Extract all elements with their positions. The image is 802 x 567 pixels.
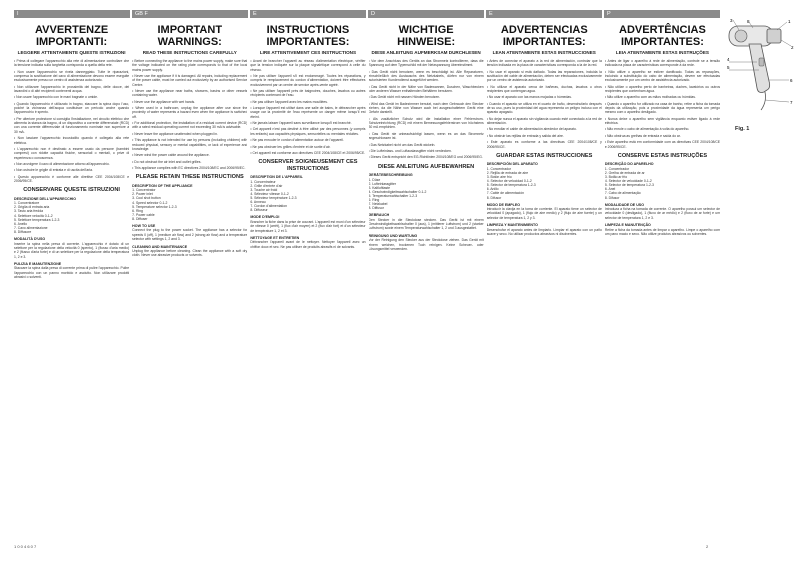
- warning-paragraph: • Ne pas utiliser l'appareil s'il est endommagé. Toutes les réparations, y compris le remplacement du cordon d'alimentation, doivent être effectuées exclusivement par un centre de service après-vente agréé.: [250, 74, 366, 87]
- warning-paragraph: • L'apparecchio non è destinato a essere usato da persone (bambini compresi) con ridotte capacità fisiche, sensoriali o mentali, o prive di esperienza o conoscenza.: [14, 146, 130, 160]
- description-item: 1. Concentrador: [604, 166, 630, 171]
- warning-paragraph: • Ne pas obstruer les grilles d'entrée et de sortie d'air.: [250, 144, 331, 149]
- warning-paragraph: • Este aparelho está em conformidade com as directivas CEE 2004/108/CE e 2006/95/CE.: [604, 140, 721, 149]
- description-item: 8. Diffuseur: [250, 208, 268, 213]
- warning-paragraph: • No usar el aparato con las manos mojadas o húmedas.: [486, 95, 572, 100]
- warning-paragraph: • Als zusätzlicher Schutz wird die Installation einer Fehlerstrom-Schutzeinrichtung (RCD) mit einem Bemessungsfehlerstrom von höchstens 30 mA empfohlen.: [368, 116, 484, 130]
- description-item: 7. Netzkabel: [368, 202, 388, 207]
- warning-paragraph: • Lorsque l'appareil est utilisé dans une salle de bains, le débrancher après usage car la proximité de l'eau représente un danger même lorsqu'il est éteint.: [250, 106, 366, 119]
- warning-paragraph: • Non avvolgere il cavo di alimentazione attorno all'apparecchio.: [14, 161, 110, 166]
- description-item: 6. Anello: [14, 221, 28, 226]
- language-column: [369, 22, 484, 537]
- warning-paragraph: • Antes de ligar o aparelho à rede de alimentação, controle se a tensão indicada na placa de características corresponde à da rede.: [604, 59, 721, 68]
- warning-paragraph: • Avant de brancher l'appareil au réseau d'alimentation électrique, vérifier que la tension indiquée sur la plaque signalétique correspond à celle du réseau.: [250, 59, 366, 72]
- description-item: 5. Temperaturwahlschalter 1-2-3: [368, 193, 418, 198]
- callout-2: 2: [791, 45, 794, 50]
- warning-paragraph: • Never use the appliance near baths, showers, basins or other vessels containing water.: [132, 89, 248, 98]
- warning-paragraph: • Nunca deixe o aparelho sem vigilância enquanto estiver ligado à rede eléctrica.: [604, 116, 721, 126]
- column-heading: ADVERTENCIAS IMPORTANTES:: [500, 24, 588, 48]
- description-item: 2. Power inlet: [132, 192, 153, 197]
- description-item: 3. Touche air froid: [250, 187, 278, 192]
- description-item: 6. Anillo: [486, 187, 499, 192]
- warning-paragraph: • Wird das Gerät im Badezimmer benutzt, nach dem Gebrauch den Stecker ziehen, da die Nähe von Wasser auch bei ausgeschaltetem Gerät eine Gefahr darstellt.: [368, 101, 484, 115]
- cleaning-text: Staccare la spina dalla presa di corrente prima di pulire l'apparecchio. Pulire l'apparecchio con un panno morbido e asciutto. Non utilizzare prodotti abrasivi o solventi.: [14, 266, 130, 280]
- description-item: 4. Geschwindigkeitswahlschalter 0-1-2: [368, 189, 427, 194]
- description-title: DESCRIPCIÓN DEL APARATO: [486, 162, 538, 167]
- warning-paragraph: • Quando l'apparecchio è utilizzato in bagno, staccare la spina dopo l'uso, poiché la vicinanza dell'acqua costituisce un pericolo anche quando l'apparecchio è spento.: [14, 101, 130, 115]
- callout-7: 7: [790, 100, 793, 105]
- tab-de: D: [368, 10, 484, 18]
- warning-paragraph: • When used in a bathroom, unplug the appliance after use since the proximity of water represents a hazard even when the appliance is switched off.: [132, 106, 248, 119]
- tab-es: E: [486, 10, 602, 18]
- language-column: [605, 22, 720, 537]
- usage-text: Brancher la fiche dans la prise de courant. L'appareil est muni d'un sélecteur de vitesse 0 (arrêt), 1 (flux d'air moyen) et 2 (flux d'air fort) et d'un sélecteur de température 1, 2 et 3.: [250, 219, 366, 233]
- usage-title: HOW TO USE: [132, 223, 156, 228]
- description-item: 7. Cable de alimentación: [486, 191, 525, 196]
- usage-title: MODALITÀ D'USO: [14, 237, 46, 241]
- description-item: 8. Diffusore: [14, 229, 32, 234]
- warning-paragraph: • Do not obstruct the air inlet and outlet grilles.: [132, 159, 202, 164]
- description-item: 1. Düse: [368, 177, 381, 182]
- cleaning-text: Retire a ficha da tomada antes de limpar o aparelho. Limpe o aparelho com um pano macio e seco. Não utilize produtos abrasivos ou solventes.: [604, 227, 721, 236]
- language-column: [250, 22, 365, 537]
- retain-instructions: PLEASE RETAIN THESE INSTRUCTIONS: [135, 174, 244, 181]
- warning-paragraph: • Non usare l'apparecchio se rivela danneggiato. Tutte le riparazioni, compresa la sostituzione del cavo di alimentazione devono essere eseguite esclusivamente presso un centro di assistenza autorizzato.: [14, 69, 130, 83]
- warning-paragraph: • This appliance is not intended for use by persons (including children) with reduced physical, sensory or mental capabilities, or lack of experience and knowledge.: [132, 138, 248, 151]
- description-item: 4. Selector de velocidade 0-1-2: [604, 179, 652, 184]
- warning-paragraph: • Não utilize o aparelho perto de banheiras, duches, lavatórios ou outros recipientes que contenham água.: [604, 84, 721, 94]
- description-item: 8. Difusor: [604, 195, 620, 200]
- description-item: 7. Power cable: [132, 212, 155, 217]
- description-item: 8. Difusor: [486, 195, 502, 200]
- hair-dryer-icon: [727, 18, 795, 113]
- usage-title: MODE D'EMPLOI: [250, 215, 280, 220]
- description-item: 6. Ring: [132, 208, 143, 213]
- description-item: 1. Concentrador: [486, 166, 512, 171]
- warning-paragraph: • Non lasciare l'apparecchio incustodito quando è collegato alla rete elettrica.: [14, 136, 130, 145]
- column-subheading: DIESE ANLEITUNG AUFMERKSAM DURCHLESEN: [371, 50, 481, 55]
- retain-instructions: DIESE ANLEITUNG AUFBEWAHREN: [377, 163, 475, 170]
- warning-paragraph: • Cuando el aparato se utiliza en el cuarto de baño, desenchufarlo después de su uso, pues la proximidad del agua representa un peligro incluso con el aparato apagado.: [486, 101, 602, 115]
- warning-paragraph: • Dieses Gerät entspricht den EG-Richtlinien 2004/108/EG und 2006/95/EG.: [368, 155, 483, 160]
- language-column: [132, 22, 247, 537]
- figure-label: Fig. 1: [735, 126, 750, 132]
- description-item: 7. Cavo alimentazione: [14, 225, 48, 230]
- usage-text: Den Stecker in die Steckdose stecken. Das Gerät ist mit einem Geschwindigkeitswahlschalter 0 (aus), 1 (mittlerer Luftstrom) und 2 (starker Luftstrom) sowie einem Temperaturwahlschalter 1, 2 und 3 ausgestattet.: [368, 217, 484, 231]
- cleaning-title: LIMPIEZA Y MANTENIMIENTO: [486, 223, 538, 228]
- description-item: 3. Tasto aria fredda: [14, 209, 43, 214]
- warning-paragraph: • Die Lufteinlass- und Luftauslassgitter nicht verdecken.: [368, 148, 452, 153]
- usage-text: Inserire la spina nella presa di corrente. L'apparecchio è dotato di un selettore per la regolazione della velocità 0 (spento), 1 (flusso d'aria medio) e 2 (flusso d'aria forte) e di un selettore per la regolazione della temperatura 1, 2 e 3.: [14, 241, 130, 259]
- retain-instructions: CONSERVER SOIGNEUSEMENT CES INSTRUCTIONS: [258, 159, 358, 172]
- description-item: 3. Botón aire frío: [486, 175, 512, 180]
- language-column: [487, 22, 602, 537]
- tab-en: GB F: [132, 10, 248, 18]
- usage-title: GEBRAUCH: [368, 213, 390, 218]
- cleaning-title: PULIZIA E MANUTENZIONE: [14, 261, 62, 266]
- description-item: 5. Selector de temperatura 1-2-3: [486, 183, 536, 188]
- cleaning-title: REINIGUNG UND WARTUNG: [368, 233, 418, 238]
- description-item: 5. Temperature selector 1-2-3: [132, 204, 177, 209]
- tab-fr: E: [250, 10, 366, 18]
- usage-text: Introducir la clavija en la toma de corriente. El aparato tiene un selector de velocidad 0 (apagado), 1 (flujo de aire medio) y 2 (flujo de aire fuerte) y un selector de temperatura 1, 2 y 3.: [486, 207, 602, 220]
- cleaning-text: Débrancher l'appareil avant de le nettoyer. Nettoyer l'appareil avec un chiffon doux et sec. Ne pas utiliser de produits abrasifs ni de solvants.: [250, 240, 366, 249]
- warning-paragraph: • Quando o aparelho for utilizado na casa de banho, retire a ficha da tomada depois da utilização, pois a proximidade da água representa um perigo mesmo com o aparelho desligado.: [604, 101, 721, 115]
- callout-1: 1: [788, 19, 791, 24]
- cleaning-text: Unplug the appliance before cleaning. Clean the appliance with a soft dry cloth. Never use abrasive products or solvents.: [132, 249, 248, 258]
- warning-paragraph: • Ne pas enrouler le cordon d'alimentation autour de l'appareil.: [250, 138, 344, 143]
- description-item: 4. Speed selector 0-1-2: [132, 200, 168, 205]
- description-item: 3. Kaltlufttaste: [368, 185, 391, 190]
- warning-paragraph: • Non ostruire le griglie di entrata e di uscita dell'aria.: [14, 168, 93, 173]
- description-item: 6. Anel: [604, 187, 616, 192]
- warning-paragraph: • Ne pas utiliser l'appareil près de baignoires, douches, lavabos ou autres récipients contenant de l'eau.: [250, 89, 366, 98]
- warning-paragraph: • Ne jamais laisser l'appareil sans surveillance lorsqu'il est branché.: [250, 121, 352, 126]
- description-item: 5. Sélecteur température 1-2-3: [250, 196, 297, 201]
- usage-title: MODO DE EMPLEO: [486, 202, 521, 207]
- callout-8: 8: [747, 19, 750, 24]
- tab-it: I: [14, 10, 130, 18]
- description-title: DESCRIPTION DE L'APPAREIL: [250, 175, 303, 180]
- description-item: 4. Sélecteur vitesse 0-1-2: [250, 191, 289, 196]
- warning-paragraph: • Never leave the appliance unattended when plugged in.: [132, 131, 218, 136]
- description-item: 6. Ring: [368, 198, 380, 202]
- warning-paragraph: • Per ulteriore protezione si consiglia l'installazione, nel circuito elettrico che alimenta la stanza da bagno, di un dispositivo a corrente differenziale (RCD) con una corrente differenziale di funzionamento nominale non superiore a 30 mA.: [14, 116, 130, 134]
- callout-4: 4: [727, 57, 730, 62]
- column-heading: AVVERTENZE IMPORTANTI:: [35, 24, 109, 48]
- cleaning-text: Vor der Reinigung den Stecker aus der Steckdose ziehen. Das Gerät mit einem weichen, trockenen Tuch reinigen. Keine Scheuer- oder Lösungsmittel verwenden.: [368, 238, 484, 251]
- warning-paragraph: • Never wind the power cable around the appliance.: [132, 153, 210, 158]
- description-item: 2. Rejilla de entrada de aire: [486, 170, 529, 175]
- tab-pt: P: [604, 10, 720, 18]
- warning-paragraph: • Das Gerät nicht in der Nähe von Badewannen, Duschen, Waschbecken oder anderen Wasser enthaltenden Behältern benutzen.: [368, 84, 484, 94]
- description-title: DESCRIÇÃO DO APARELHO: [604, 162, 654, 167]
- callout-5: 5: [727, 65, 730, 70]
- retain-instructions: CONSERVARE QUESTE ISTRUZIONI: [23, 187, 120, 194]
- column-subheading: LIRE ATTENTIVEMENT CES INSTRUCTIONS: [259, 50, 357, 55]
- description-item: 2. Griglia di entrata aria: [14, 205, 50, 210]
- description-item: 7. Cabo de alimentação: [604, 191, 641, 196]
- warning-paragraph: • Não obstrua as grelhas de entrada e saída do ar.: [604, 133, 681, 138]
- description-item: 2. Grelha de entrada de ar: [604, 170, 645, 175]
- warning-paragraph: • Antes de conectar el aparato a la red de alimentación, controlar que la tensión indicada en la placa de características corresponda a la de la red.: [486, 59, 602, 68]
- retain-instructions: GUARDAR ESTAS INSTRUCCIONES: [496, 152, 593, 159]
- warning-paragraph: • Before connecting the appliance to the mains power supply, make sure that the voltage indicated on the rating plate corresponds to that of the local mains power supply.: [132, 59, 248, 72]
- retain-instructions: CONSERVE ESTAS INSTRUÇÕES: [617, 152, 708, 159]
- warning-paragraph: • Prima di collegare l'apparecchio alla rete di alimentazione controllare che la tensione indicata sulla targhetta corrisponda a quella della rete.: [14, 59, 130, 68]
- cleaning-title: CLEANING AND MAINTENANCE: [132, 244, 188, 249]
- description-item: 6. Anneau: [250, 200, 266, 205]
- warning-paragraph: • Não enrole o cabo de alimentação à volta do aparelho.: [604, 127, 690, 132]
- description-item: 8. Diffusor: [368, 206, 384, 211]
- column-subheading: READ THESE INSTRUCTIONS CAREFULLY: [142, 50, 237, 55]
- language-tabs: [14, 10, 720, 18]
- warning-paragraph: • Questo apparecchio è conforme alle direttive CEE 2004/108/CE e 2006/95/CE.: [14, 174, 130, 183]
- description-item: 8. Diffuser: [132, 216, 148, 221]
- description-item: 4. Selettore velocità 0-1-2: [14, 213, 53, 218]
- warning-paragraph: • No enrollar el cable de alimentación alrededor del aparato.: [486, 127, 577, 132]
- columns-container: [14, 22, 720, 537]
- description-item: 3. Cool shot button: [132, 196, 161, 201]
- warning-paragraph: • Das Gerät nicht mit nassen Händen benutzen.: [368, 95, 441, 100]
- warning-paragraph: • Non utilizzare l'apparecchio in prossimità del bagno, delle docce, dei lavandini o di altri recipienti contenenti acqua.: [14, 84, 130, 94]
- cleaning-text: Desenchufar el aparato antes de limpiarlo. Limpiar el aparato con un paño suave y seco. No utilizar productos abrasivos ni disolventes.: [486, 227, 602, 236]
- usage-text: Introduza a ficha na tomada de corrente. O aparelho possui um selector de velocidade 0 (desligado), 1 (fluxo de ar médio) e 2 (fluxo de ar forte) e um selector de temperatura 1, 2 e 3.: [604, 207, 721, 220]
- column-heading: ADVERTÊNCIAS IMPORTANTES:: [619, 24, 706, 48]
- warning-paragraph: • Non usare l'apparecchio con le mani bagnate o umide.: [14, 95, 99, 100]
- warning-paragraph: • Ne pas utiliser l'appareil avec les mains mouillées.: [250, 99, 328, 104]
- warning-paragraph: • Este aparato es conforme a las directivas CEE 2004/108/CE y 2006/95/CE.: [486, 140, 602, 149]
- description-item: 1. Concentrator: [132, 188, 156, 193]
- callout-6: 6: [790, 78, 793, 83]
- description-item: 5. Selettore temperatura 1-2-3: [14, 217, 60, 222]
- description-item: 3. Botão ar frio: [604, 175, 628, 180]
- language-column: [14, 22, 129, 537]
- warning-paragraph: • This appliance complies with EC directives 2004/108/EC and 2006/95/EC.: [132, 165, 246, 170]
- description-item: 4. Selector de velocidad 0-1-2: [486, 179, 532, 184]
- column-heading: WICHTIGE HINWEISE:: [397, 24, 456, 48]
- warning-paragraph: • Never use the appliance if it is damaged. All repairs, including replacement of the power cable, must be carried out exclusively by an authorised Service Centre.: [132, 74, 248, 87]
- warning-paragraph: • No obstruir las rejillas de entrada y salida del aire.: [486, 133, 564, 138]
- description-item: 7. Cordon d'alimentation: [250, 204, 287, 209]
- warning-paragraph: • Cet appareil est conforme aux directives CEE 2004/108/CE et 2006/95/CE.: [250, 150, 366, 155]
- column-subheading: LEAN ATENTAMENTE ESTAS INSTRUCCIONES: [492, 50, 596, 55]
- column-heading: IMPORTANT WARNINGS:: [157, 24, 223, 48]
- warning-paragraph: • No utilizar el aparato cerca de bañeras, duchas, lavabos u otros recipientes que contengan agua.: [486, 84, 602, 94]
- warning-paragraph: • Never use the appliance with wet hands.: [132, 99, 196, 104]
- callout-3: 3: [730, 18, 733, 23]
- usage-text: Connect the plug to the power socket. The appliance has a selector for speeds 0 (off), 1 (medium air flow) and 2 (strong air flow) and a temperature selector with settings 1, 2 and 3.: [132, 228, 248, 242]
- warning-paragraph: • No dejar nunca el aparato sin vigilancia cuando esté conectado a la red de alimentación.: [486, 116, 602, 126]
- description-item: 1. Concentratore: [14, 201, 40, 206]
- warning-paragraph: • Das Gerät nicht benutzen, wenn es beschädigt ist. Alle Reparaturen, einschließlich des Austauschs des Netzkabels, dürfen nur von einem autorisierten Kundendienst ausgeführt werden.: [368, 69, 484, 83]
- description-title: DESCRIPTION OF THE APPLIANCE: [132, 183, 193, 188]
- warning-paragraph: • Das Netzkabel nicht um das Gerät wickeln.: [368, 142, 436, 147]
- column-subheading: LEGGERE ATTENTAMENTE QUESTE ISTRUZIONI: [17, 50, 126, 55]
- footer-code: 1 0 0 4 6 0 7: [14, 544, 37, 549]
- description-item: 1. Concentrateur: [250, 179, 276, 184]
- column-heading: INSTRUCTIONS IMPORTANTES:: [266, 24, 350, 48]
- description-item: 5. Selector de temperatura 1-2-3: [604, 183, 654, 188]
- page-number: 2: [706, 544, 709, 549]
- warning-paragraph: • Não utilize o aparelho com as mãos molhadas ou húmidas.: [604, 95, 696, 100]
- usage-title: MODALIDADE DE USO: [604, 202, 644, 207]
- warning-paragraph: • For additional protection, the installation of a residual current device (RCD) with a rated residual operating current not exceeding 30 mA is advisable.: [132, 121, 248, 130]
- cleaning-title: NETTOYAGE ET ENTRETIEN: [250, 235, 300, 240]
- cleaning-title: LIMPEZA E MANUTENÇÃO: [604, 223, 651, 228]
- description-title: DESCRIZIONE DELL'APPARECCHIO: [14, 196, 77, 201]
- warning-paragraph: • No usar el aparato si está dañado. Todas las reparaciones, incluida la sustitución del cable de alimentación, deben ser efectuadas exclusivamente por un centro de asistencia autorizado.: [486, 69, 602, 83]
- column-subheading: LEIA ATENTAMENTE ESTAS INSTRUÇÕES: [615, 50, 709, 55]
- warning-paragraph: • Cet appareil n'est pas destiné à être utilisé par des personnes (y compris les enfants) aux capacités physiques, sensorielles ou mentales réduites.: [250, 127, 366, 136]
- warning-paragraph: • Das Gerät nie unbeaufsichtigt lassen, wenn es an das Stromnetz angeschlossen ist.: [368, 131, 484, 141]
- description-item: 2. Lufteinlassgitter: [368, 181, 397, 186]
- warning-paragraph: • Vor dem Anschluss des Geräts an das Stromnetz kontrollieren, dass die Spannung auf dem Typenschild mit der Netzspannung übereinstimmt.: [368, 59, 484, 68]
- description-title: GERÄTEBESCHREIBUNG: [368, 173, 413, 178]
- warning-paragraph: • Não utilize o aparelho se estiver danificado. Todas as reparações, incluindo a substituição do cabo de alimentação, devem ser efectuadas exclusivamente por um centro de assistência autorizado.: [604, 69, 721, 83]
- description-item: 2. Grille d'entrée d'air: [250, 183, 283, 188]
